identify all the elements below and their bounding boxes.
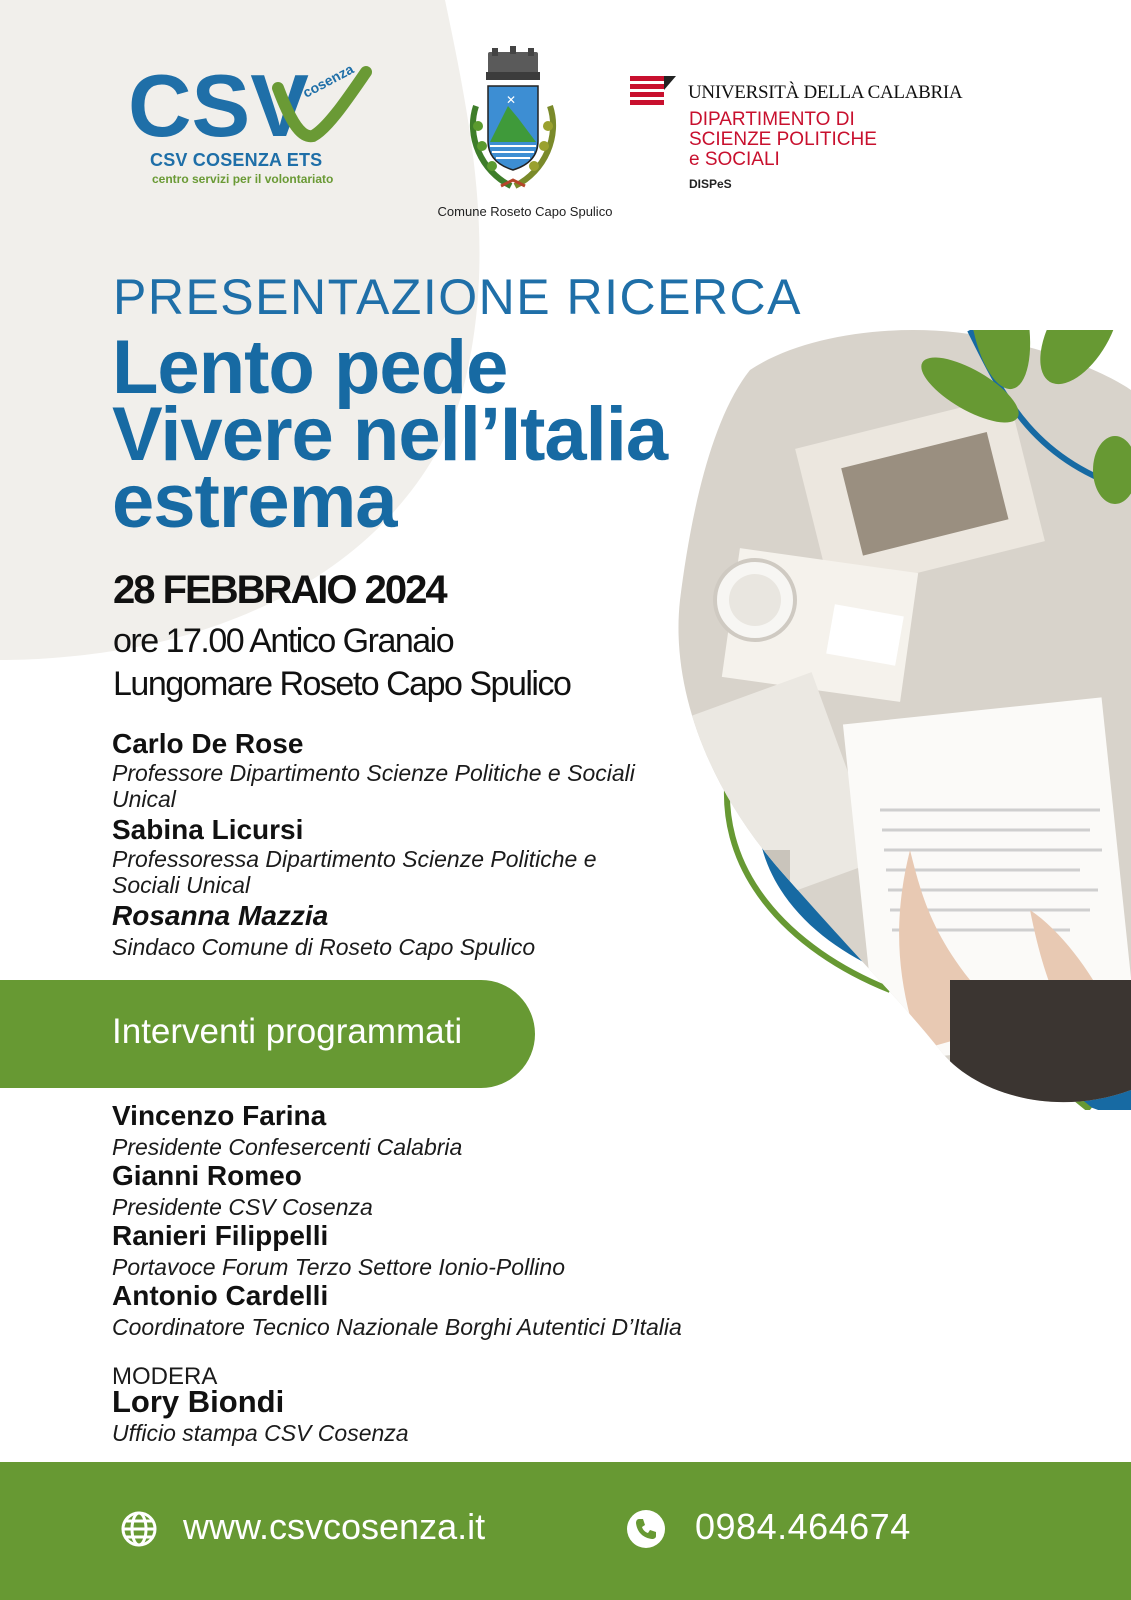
footer: [0, 1462, 1131, 1600]
intervention-role: Presidente Confesercenti Calabria: [112, 1134, 463, 1160]
intervention-name: Ranieri Filippelli: [112, 1220, 329, 1251]
intervention-name: Antonio Cardelli: [112, 1280, 329, 1311]
csv-logo-letters: CSV: [128, 58, 309, 155]
department-line: SCIENZE POLITICHE: [689, 129, 877, 150]
speaker-name: Rosanna Mazzia: [112, 900, 329, 931]
phone-icon: [626, 1509, 666, 1549]
speaker-role: Professoressa Dipartimento Scienze Politiche e: [112, 846, 597, 872]
csv-subtitle: centro servizi per il volontariato: [152, 172, 334, 186]
svg-text:✕: ✕: [506, 93, 517, 107]
department-line: e SOCIALI: [689, 149, 780, 170]
speaker-name: Sabina Licursi: [112, 814, 304, 845]
event-date: 28 FEBBRAIO 2024: [113, 568, 446, 612]
intervention-role: Coordinatore Tecnico Nazionale Borghi Autentici D’Italia: [112, 1314, 682, 1340]
moderator-label: MODERA: [112, 1363, 218, 1390]
moderator-name: Lory Biondi: [112, 1384, 285, 1419]
department-line: DIPARTIMENTO DI: [689, 109, 855, 130]
event-time-place: ore 17.00 Antico Granaio: [113, 622, 454, 660]
csv-logo-tag: cosenza: [299, 60, 357, 101]
website-link[interactable]: www.csvcosenza.it: [183, 1506, 486, 1547]
speaker-role: Unical: [112, 786, 176, 812]
comune-label: Comune Roseto Capo Spulico: [437, 204, 613, 219]
department-abbr: DISPeS: [689, 177, 732, 191]
comune-crest-icon: [456, 46, 586, 206]
intervention-role: Portavoce Forum Terzo Settore Ionio-Pollino: [112, 1254, 565, 1280]
phone-number[interactable]: 0984.464674: [695, 1506, 911, 1547]
event-title-line: Vivere nell’Italia: [112, 392, 668, 477]
speaker-role: Professore Dipartimento Scienze Politiche e Sociali: [112, 760, 635, 786]
desk-photo: [670, 330, 1131, 1110]
unical-logo-icon: [630, 76, 676, 106]
event-title-line: Lento pede: [112, 325, 508, 410]
university-name: UNIVERSITÀ DELLA CALABRIA: [688, 82, 963, 103]
speaker-name: Carlo De Rose: [112, 728, 304, 759]
globe-icon: [120, 1510, 158, 1548]
event-location: Lungomare Roseto Capo Spulico: [113, 665, 571, 703]
speaker-role: Sindaco Comune di Roseto Capo Spulico: [112, 934, 536, 960]
speaker-role: Sociali Unical: [112, 872, 251, 898]
event-title-line: estrema: [112, 459, 397, 544]
intervention-name: Gianni Romeo: [112, 1160, 302, 1191]
interventions-label: Interventi programmati: [112, 1012, 463, 1051]
moderator-role: Ufficio stampa CSV Cosenza: [112, 1420, 409, 1446]
intervention-role: Presidente CSV Cosenza: [112, 1194, 373, 1220]
csv-name: CSV COSENZA ETS: [150, 150, 323, 170]
event-kicker: PRESENTAZIONE RICERCA: [113, 269, 802, 325]
intervention-name: Vincenzo Farina: [112, 1100, 327, 1131]
